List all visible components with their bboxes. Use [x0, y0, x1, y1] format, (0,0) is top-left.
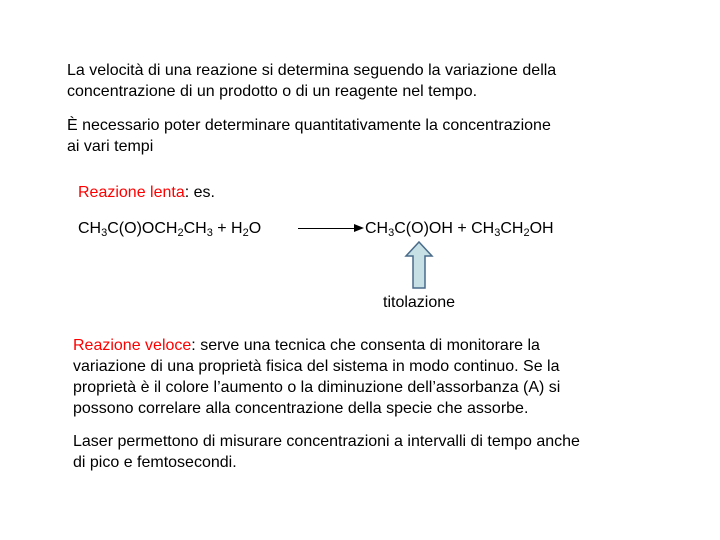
titration-label: titolazione	[383, 294, 456, 311]
slow-reaction-label: Reazione lenta	[78, 184, 185, 201]
fast-line-4: possono correlare alla concentrazione della specie che assorbe.	[73, 400, 529, 417]
reactants-formula: $CH_3C(O)OCH_2CH_3 + H_2O$	[78, 220, 262, 239]
intro-line-1: La velocità di una reazione si determina seguendo la variazione della	[67, 62, 557, 79]
necessity-line-1: È necessario poter determinare quantitativamente la concentrazione	[67, 117, 551, 134]
reaction-arrow-line	[298, 228, 356, 229]
fast-reaction-paragraph	[73, 335, 560, 419]
intro-paragraph	[67, 60, 556, 102]
laser-paragraph	[73, 431, 580, 473]
laser-line-1: Laser permettono di misurare concentrazioni a intervalli di tempo anche	[73, 433, 580, 450]
intro-line-2: concentrazione di un prodotto o di un reagente nel tempo.	[67, 83, 478, 100]
fast-line-3: proprietà è il colore l’aumento o la diminuzione dell’assorbanza (A) si	[73, 379, 561, 396]
laser-line-2: di pico e femtosecondi.	[73, 454, 237, 471]
necessity-line-2: ai vari tempi	[67, 138, 154, 155]
fast-reaction-label: Reazione veloce	[73, 337, 192, 354]
necessity-paragraph	[67, 115, 551, 157]
up-arrow-icon	[404, 240, 434, 290]
products-formula: $CH_3C(O)OH + CH_3CH_2OH$	[365, 220, 554, 239]
slow-reaction-heading	[78, 182, 215, 203]
reaction-arrow-head-icon	[354, 224, 364, 232]
fast-line-1: Reazione veloce: serve una tecnica che consenta di monitorare la	[73, 337, 540, 354]
fast-line-2: variazione di una proprietà fisica del sistema in modo continuo. Se la	[73, 358, 560, 375]
slow-reaction-example: : es.	[184, 184, 215, 201]
